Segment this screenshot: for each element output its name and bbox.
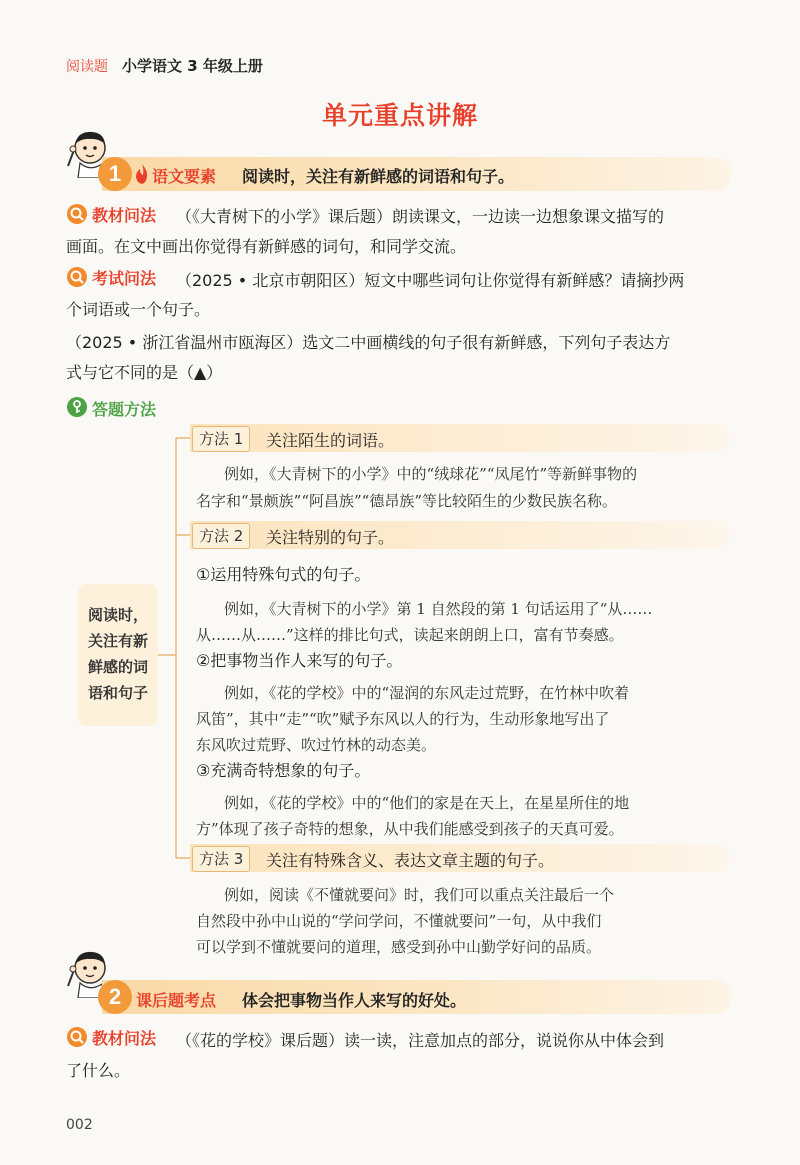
example-line: 可以学到不懂就要问的道理，感受到孙中山勤学好问的品质。 <box>196 938 602 956</box>
section1-title: 阅读时，关注有新鲜感的词语和句子。 <box>242 167 515 186</box>
example-line: 例如，阅读《不懂就要问》时，我们可以重点关注最后一个 <box>224 886 615 904</box>
exam-question-tag: 考试问法 <box>92 269 157 288</box>
method-tree-root-line: 鲜感的词 <box>87 658 148 676</box>
section1-number: 1 <box>98 157 132 191</box>
exam-question-line: 个词语或一个句子。 <box>66 300 211 319</box>
example-line: 方”体现了孩子奇特的想象，从中我们能感受到孩子的天真可爱。 <box>196 820 624 838</box>
exam-question-line: （2025 • 浙江省温州市瓯海区）选文二中画横线的句子很有新鲜感，下列句子表达方 <box>66 333 671 352</box>
example-line: 从……从……”这样的排比句式，读起来朗朗上口，富有节奏感。 <box>196 626 624 644</box>
exam-question-line: （2025 • 北京市朝阳区）短文中哪些词句让你觉得有新鲜感？请摘抄两 <box>176 271 685 290</box>
method-3-label: 方法 3 <box>192 846 250 872</box>
exam-question-line: 式与它不同的是（▲） <box>66 363 223 382</box>
textbook-question-tag: 教材问法 <box>92 206 157 225</box>
method-2-subtitle: ③充满奇特想象的句子。 <box>196 761 371 780</box>
textbook-question-line: 了什么。 <box>66 1061 131 1080</box>
section2-label: 课后题考点 <box>136 991 217 1010</box>
method-tree-root-line: 关注有新 <box>87 632 148 650</box>
method-2-subtitle: ①运用特殊句式的句子。 <box>196 565 371 584</box>
page-number: 002 <box>66 1117 93 1133</box>
method-3-title: 关注有特殊含义、表达文章主题的句子。 <box>266 851 555 870</box>
magnifier-icon <box>66 1026 88 1048</box>
example-line: 风笛”，其中“走”“吹”赋予东风以人的行为，生动形象地写出了 <box>196 710 610 728</box>
example-line: 例如，《花的学校》中的“湿润的东风走过荒野，在竹林中吹着 <box>224 684 630 702</box>
method-2-title: 关注特别的句子。 <box>266 528 395 547</box>
textbook-question-line: （《花的学校》课后题）读一读，注意加点的部分，说说你从中体会到 <box>176 1031 665 1050</box>
example-line: 例如，《花的学校》中的“他们的家是在天上，在星星所住的地 <box>224 794 630 812</box>
textbook-question-line: （《大青树下的小学》课后题）朗读课文，一边读一边想象课文描写的 <box>176 207 665 226</box>
method-2-label: 方法 2 <box>192 523 250 549</box>
method-1-title: 关注陌生的词语。 <box>266 431 395 450</box>
section1-label: 语文要素 <box>152 167 217 186</box>
section2-title: 体会把事物当作人来写的好处。 <box>242 991 467 1010</box>
example-line: 例如，《大青树下的小学》第 1 自然段的第 1 句话运用了“从…… <box>224 600 653 618</box>
example-line: 自然段中孙中山说的“学问学问，不懂就要问”一句，从中我们 <box>196 912 602 930</box>
textbook-question-line: 画面。在文中画出你觉得有新鲜感的词句，和同学交流。 <box>66 237 467 256</box>
example-line: 例如，《大青树下的小学》中的“绒球花”“凤尾竹”等新鲜事物的 <box>224 465 638 483</box>
example-line: 东风吹过荒野、吹过竹林的动态美。 <box>196 736 437 754</box>
section2-number: 2 <box>98 980 132 1014</box>
textbook-question-tag: 教材问法 <box>92 1029 157 1048</box>
page-title: 单元重点讲解 <box>321 101 478 130</box>
answer-method-tag: 答题方法 <box>92 400 157 419</box>
method-tree-root-line: 语和句子 <box>87 684 148 702</box>
method-tree-root-line: 阅读时， <box>87 606 148 624</box>
example-line: 名字和“景颇族”“阿昌族”“德昂族”等比较陌生的少数民族名称。 <box>196 492 618 510</box>
method-1-label: 方法 1 <box>192 426 250 452</box>
header-book-title: 小学语文 3 年级上册 <box>122 57 263 75</box>
method-2-subtitle: ②把事物当作人来写的句子。 <box>196 651 403 670</box>
header-label: 阅读题 <box>66 59 108 75</box>
